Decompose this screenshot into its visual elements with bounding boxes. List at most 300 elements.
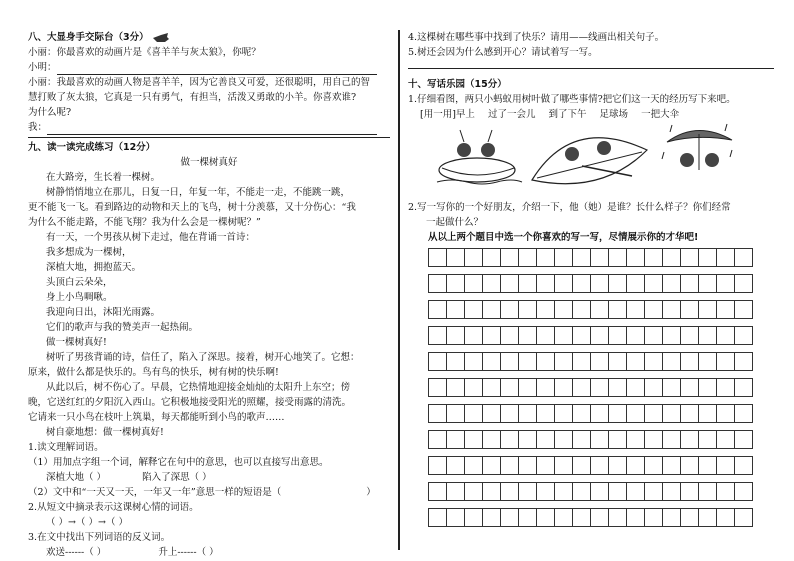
grid-cell[interactable] [465, 353, 483, 371]
grid-cell[interactable] [735, 301, 753, 319]
dialog-line-2a: 小丽：我最喜欢的动画人物是喜羊羊，因为它善良又可爱，还很聪明，用自己的智 [28, 77, 371, 88]
poem-line: 我多想成为一棵树， [46, 247, 132, 258]
grid-cell[interactable] [537, 327, 555, 345]
grid-gap-cell [699, 397, 717, 405]
grid-cell[interactable] [735, 327, 753, 345]
grid-gap-cell [609, 475, 627, 483]
grid-cell[interactable] [735, 457, 753, 475]
grid-gap-cell [519, 449, 537, 457]
grid-gap-cell [627, 397, 645, 405]
grid-gap-cell [483, 267, 501, 275]
dialog-answer-1: 小明： [28, 60, 390, 75]
grid-gap [429, 475, 753, 483]
grid-gap-cell [663, 423, 681, 431]
grid-cell[interactable] [699, 405, 717, 423]
grid-cell[interactable] [501, 301, 519, 319]
grid-gap-cell [537, 345, 555, 353]
grid-cell[interactable] [663, 405, 681, 423]
grid-cell[interactable] [555, 509, 573, 527]
grid-cell[interactable] [591, 457, 609, 475]
grid-cell[interactable] [447, 457, 465, 475]
writing-grid[interactable] [428, 248, 753, 527]
grid-gap-cell [645, 501, 663, 509]
grid-cell[interactable] [501, 405, 519, 423]
grid-cell[interactable] [627, 275, 645, 293]
grid-cell[interactable] [699, 327, 717, 345]
grid-cell[interactable] [447, 301, 465, 319]
grid-cell[interactable] [519, 431, 537, 449]
grid-cell[interactable] [681, 457, 699, 475]
grid-cell[interactable] [681, 327, 699, 345]
writing-instruction: 从以上两个题目中选一个你喜欢的写一写，尽情展示你的才华吧! [428, 232, 699, 243]
poem-line: 头顶白云朵朵， [46, 277, 113, 288]
story-title: 做一棵树真好 [180, 157, 238, 168]
q1b-item-2[interactable]: 陷入了深思（ ） [142, 472, 212, 483]
grid-gap-cell [681, 345, 699, 353]
grid-cell[interactable] [537, 509, 555, 527]
grid-cell[interactable] [591, 483, 609, 501]
grid-gap-cell [645, 267, 663, 275]
grid-cell[interactable] [519, 457, 537, 475]
grid-cell[interactable] [645, 405, 663, 423]
grid-gap-cell [555, 475, 573, 483]
grid-gap-cell [465, 397, 483, 405]
grid-gap-cell [519, 423, 537, 431]
grid-cell[interactable] [609, 457, 627, 475]
grid-cell[interactable] [465, 483, 483, 501]
grid-cell[interactable] [519, 353, 537, 371]
grid-cell[interactable] [447, 379, 465, 397]
grid-cell[interactable] [735, 431, 753, 449]
grid-cell[interactable] [519, 405, 537, 423]
grid-cell[interactable] [735, 405, 753, 423]
grid-gap-cell [699, 293, 717, 301]
grid-cell[interactable] [699, 353, 717, 371]
grid-cell[interactable] [663, 509, 681, 527]
grid-row [429, 457, 753, 475]
grid-gap-cell [501, 267, 519, 275]
grid-cell[interactable] [681, 301, 699, 319]
grid-cell[interactable] [501, 249, 519, 267]
grid-cell[interactable] [609, 353, 627, 371]
grid-cell[interactable] [627, 457, 645, 475]
grid-cell[interactable] [735, 353, 753, 371]
grid-cell[interactable] [663, 353, 681, 371]
grid-gap-cell [717, 267, 735, 275]
grid-cell[interactable] [681, 249, 699, 267]
grid-cell[interactable] [429, 379, 447, 397]
grid-gap-cell [537, 397, 555, 405]
grid-gap-cell [447, 397, 465, 405]
grid-cell[interactable] [609, 249, 627, 267]
grid-gap-cell [699, 371, 717, 379]
grid-gap-cell [537, 371, 555, 379]
grid-cell[interactable] [717, 301, 735, 319]
grid-cell[interactable] [627, 327, 645, 345]
grid-cell[interactable] [537, 301, 555, 319]
grid-cell[interactable] [645, 457, 663, 475]
grid-cell[interactable] [573, 431, 591, 449]
grid-cell[interactable] [627, 405, 645, 423]
grid-cell[interactable] [663, 275, 681, 293]
grid-cell[interactable] [681, 353, 699, 371]
grid-cell[interactable] [699, 275, 717, 293]
grid-cell[interactable] [537, 431, 555, 449]
grid-cell[interactable] [465, 509, 483, 527]
answer-rule[interactable] [408, 68, 774, 69]
grid-cell[interactable] [591, 379, 609, 397]
grid-cell[interactable] [645, 249, 663, 267]
grid-cell[interactable] [717, 509, 735, 527]
grid-cell[interactable] [627, 353, 645, 371]
grid-cell[interactable] [501, 353, 519, 371]
grid-cell[interactable] [717, 483, 735, 501]
poem-line: 身上小鸟啁啾。 [46, 292, 113, 303]
grid-cell[interactable] [699, 509, 717, 527]
grid-cell[interactable] [663, 379, 681, 397]
question-1a: （1）用加点字组一个词，解释它在句中的意思，也可以直接写出意思。 [28, 457, 329, 468]
grid-gap-cell [501, 371, 519, 379]
grid-cell[interactable] [519, 275, 537, 293]
grid-cell[interactable] [573, 353, 591, 371]
grid-cell[interactable] [537, 249, 555, 267]
grid-cell[interactable] [429, 327, 447, 345]
grid-cell[interactable] [627, 509, 645, 527]
grid-cell[interactable] [735, 483, 753, 501]
grid-cell[interactable] [645, 431, 663, 449]
grid-cell[interactable] [681, 431, 699, 449]
grid-cell[interactable] [609, 509, 627, 527]
grid-cell[interactable] [717, 249, 735, 267]
grid-cell[interactable] [465, 405, 483, 423]
grid-cell[interactable] [447, 405, 465, 423]
grid-cell[interactable] [555, 301, 573, 319]
grid-gap-cell [591, 475, 609, 483]
grid-cell[interactable] [465, 457, 483, 475]
grid-gap-cell [627, 449, 645, 457]
grid-gap-cell [663, 319, 681, 327]
grid-cell[interactable] [699, 249, 717, 267]
grid-gap-cell [573, 501, 591, 509]
grid-cell[interactable] [519, 249, 537, 267]
grid-gap-cell [501, 397, 519, 405]
grid-cell[interactable] [447, 327, 465, 345]
writing-question-2-block [408, 200, 774, 245]
grid-cell[interactable] [447, 249, 465, 267]
grid-cell[interactable] [537, 405, 555, 423]
grid-cell[interactable] [609, 327, 627, 345]
grid-cell[interactable] [447, 509, 465, 527]
grid-cell[interactable] [483, 457, 501, 475]
grid-cell[interactable] [501, 431, 519, 449]
grid-cell[interactable] [555, 249, 573, 267]
grid-cell[interactable] [681, 509, 699, 527]
grid-gap-cell [681, 293, 699, 301]
grid-cell[interactable] [519, 379, 537, 397]
grid-gap-cell [717, 293, 735, 301]
grid-gap-cell [663, 293, 681, 301]
grid-cell[interactable] [591, 431, 609, 449]
grid-cell[interactable] [591, 327, 609, 345]
word-bank [420, 106, 689, 120]
grid-cell[interactable] [681, 379, 699, 397]
grid-cell[interactable] [537, 275, 555, 293]
grid-gap-cell [645, 345, 663, 353]
grid-cell[interactable] [717, 379, 735, 397]
grid-cell[interactable] [573, 249, 591, 267]
grid-cell[interactable] [591, 275, 609, 293]
grid-cell[interactable] [501, 457, 519, 475]
grid-cell[interactable] [699, 483, 717, 501]
q3-item-1[interactable]: 欢送------（ ） [46, 547, 107, 558]
grid-cell[interactable] [573, 483, 591, 501]
grid-cell[interactable] [663, 301, 681, 319]
grid-gap-cell [717, 371, 735, 379]
grid-cell[interactable] [519, 301, 537, 319]
story-p1: 在大路旁，生长着一棵树。 [46, 172, 161, 183]
grid-cell[interactable] [609, 301, 627, 319]
grid-cell[interactable] [627, 483, 645, 501]
section-rule [28, 137, 390, 138]
grid-cell[interactable] [483, 301, 501, 319]
grid-cell[interactable] [591, 301, 609, 319]
grid-gap-cell [519, 293, 537, 301]
grid-cell[interactable] [735, 249, 753, 267]
grid-cell[interactable] [465, 327, 483, 345]
grid-cell[interactable] [699, 457, 717, 475]
grid-gap-cell [591, 449, 609, 457]
grid-cell[interactable] [645, 301, 663, 319]
grid-gap-cell [735, 345, 753, 353]
grid-gap-cell [555, 319, 573, 327]
grid-cell[interactable] [483, 483, 501, 501]
question-1: 1.读文理解词语。 [28, 442, 104, 453]
grid-cell[interactable] [501, 379, 519, 397]
grid-gap-cell [591, 371, 609, 379]
grid-cell[interactable] [483, 405, 501, 423]
grid-cell[interactable] [699, 431, 717, 449]
grid-cell[interactable] [627, 379, 645, 397]
hand-pointer-icon [152, 32, 170, 44]
grid-cell[interactable] [663, 431, 681, 449]
grid-gap-cell [573, 397, 591, 405]
grid-cell[interactable] [519, 327, 537, 345]
grid-cell[interactable] [555, 327, 573, 345]
grid-cell[interactable] [645, 275, 663, 293]
grid-cell[interactable] [447, 483, 465, 501]
grid-cell[interactable] [465, 249, 483, 267]
grid-gap-cell [447, 267, 465, 275]
grid-gap-cell [501, 293, 519, 301]
grid-gap-cell [501, 423, 519, 431]
grid-cell[interactable] [735, 509, 753, 527]
grid-cell[interactable] [537, 379, 555, 397]
grid-cell[interactable] [519, 509, 537, 527]
grid-cell[interactable] [663, 249, 681, 267]
grid-gap-cell [735, 319, 753, 327]
grid-cell[interactable] [717, 327, 735, 345]
grid-cell[interactable] [645, 509, 663, 527]
grid-cell[interactable] [429, 509, 447, 527]
ants-under-leaf-umbrella-icon [662, 124, 732, 170]
grid-cell[interactable] [663, 327, 681, 345]
grid-cell[interactable] [483, 431, 501, 449]
grid-gap-cell [591, 267, 609, 275]
grid-cell[interactable] [627, 249, 645, 267]
grid-cell[interactable] [537, 483, 555, 501]
grid-gap [429, 449, 753, 457]
grid-cell[interactable] [483, 379, 501, 397]
grid-gap-cell [699, 449, 717, 457]
grid-cell[interactable] [735, 275, 753, 293]
grid-cell[interactable] [465, 379, 483, 397]
grid-cell[interactable] [429, 431, 447, 449]
grid-cell[interactable] [501, 509, 519, 527]
grid-cell[interactable] [537, 353, 555, 371]
grid-cell[interactable] [555, 431, 573, 449]
grid-cell[interactable] [483, 249, 501, 267]
grid-cell[interactable] [645, 353, 663, 371]
grid-cell[interactable] [627, 301, 645, 319]
grid-cell[interactable] [717, 353, 735, 371]
grid-gap-cell [627, 475, 645, 483]
grid-cell[interactable] [645, 483, 663, 501]
grid-cell[interactable] [591, 509, 609, 527]
grid-cell[interactable] [555, 457, 573, 475]
grid-gap-cell [555, 371, 573, 379]
grid-gap-cell [735, 293, 753, 301]
grid-cell[interactable] [573, 275, 591, 293]
column-divider [398, 30, 400, 550]
grid-cell[interactable] [501, 483, 519, 501]
grid-cell[interactable] [483, 353, 501, 371]
grid-cell[interactable] [681, 405, 699, 423]
grid-cell[interactable] [501, 275, 519, 293]
grid-cell[interactable] [429, 301, 447, 319]
grid-cell[interactable] [627, 431, 645, 449]
grid-row [429, 431, 753, 449]
q3-item-2[interactable]: 升上------（ ） [158, 547, 219, 558]
grid-cell[interactable] [573, 301, 591, 319]
grid-cell[interactable] [573, 457, 591, 475]
grid-cell[interactable] [483, 327, 501, 345]
grid-gap [429, 501, 753, 509]
grid-cell[interactable] [609, 379, 627, 397]
grid-cell[interactable] [429, 405, 447, 423]
grid-gap-cell [501, 475, 519, 483]
writing-question-2a: 2.写一写你的一个好朋友，介绍一下，他（她）是谁？长什么样子？你们经常 [408, 202, 731, 213]
grid-cell[interactable] [537, 457, 555, 475]
grid-cell[interactable] [717, 275, 735, 293]
grid-cell[interactable] [609, 275, 627, 293]
grid-gap-cell [663, 397, 681, 405]
dialog-line-2c: 为什么呢? [28, 107, 72, 118]
grid-gap-cell [465, 345, 483, 353]
grid-cell[interactable] [555, 353, 573, 371]
grid-cell[interactable] [591, 249, 609, 267]
grid-gap-cell [447, 449, 465, 457]
grid-cell[interactable] [645, 327, 663, 345]
ants-on-leaf-boat-icon [437, 130, 522, 184]
question-1b [28, 470, 390, 485]
grid-cell[interactable] [609, 405, 627, 423]
grid-gap-cell [735, 371, 753, 379]
grid-cell[interactable] [483, 275, 501, 293]
answer-blank-2[interactable] [47, 134, 377, 135]
grid-cell[interactable] [717, 405, 735, 423]
grid-gap [429, 267, 753, 275]
grid-cell[interactable] [501, 327, 519, 345]
grid-cell[interactable] [663, 483, 681, 501]
grid-cell[interactable] [519, 483, 537, 501]
grid-cell[interactable] [447, 353, 465, 371]
grid-gap-cell [681, 397, 699, 405]
question-2a[interactable]: （ ）→（ ）→（ ） [46, 517, 128, 528]
grid-cell[interactable] [429, 353, 447, 371]
grid-cell[interactable] [555, 405, 573, 423]
grid-cell[interactable] [735, 379, 753, 397]
grid-cell[interactable] [555, 379, 573, 397]
grid-cell[interactable] [699, 379, 717, 397]
grid-cell[interactable] [663, 457, 681, 475]
grid-cell[interactable] [699, 301, 717, 319]
grid-cell[interactable] [681, 483, 699, 501]
grid-cell[interactable] [681, 275, 699, 293]
grid-cell[interactable] [447, 275, 465, 293]
grid-gap-cell [465, 423, 483, 431]
grid-cell[interactable] [591, 405, 609, 423]
grid-cell[interactable] [555, 483, 573, 501]
grid-gap-cell [483, 319, 501, 327]
grid-cell[interactable] [573, 405, 591, 423]
grid-gap-cell [735, 475, 753, 483]
grid-cell[interactable] [465, 275, 483, 293]
grid-cell[interactable] [573, 509, 591, 527]
grid-cell[interactable] [429, 483, 447, 501]
grid-cell[interactable] [429, 457, 447, 475]
grid-gap-cell [465, 371, 483, 379]
grid-cell[interactable] [573, 379, 591, 397]
grid-cell[interactable] [609, 431, 627, 449]
grid-cell[interactable] [717, 431, 735, 449]
q1b-item-1[interactable]: 深植大地（ ） [46, 472, 107, 483]
grid-cell[interactable] [429, 249, 447, 267]
story-p4a: 树听了男孩背诵的诗，信任了，陷入了深思。接着，树开心地笑了。它想： [46, 352, 360, 363]
grid-gap-cell [645, 319, 663, 327]
grid-cell[interactable] [483, 509, 501, 527]
grid-gap-cell [627, 371, 645, 379]
grid-gap-cell [699, 475, 717, 483]
grid-gap-cell [609, 449, 627, 457]
grid-cell[interactable] [429, 275, 447, 293]
grid-cell[interactable] [555, 275, 573, 293]
poem-line: 它们的歌声与我的赞美声一起热闹。 [46, 322, 199, 333]
grid-cell[interactable] [609, 483, 627, 501]
section-9-title: 九、读一读完成练习（12分） [28, 142, 156, 153]
grid-cell[interactable] [573, 327, 591, 345]
grid-gap-cell [681, 267, 699, 275]
grid-cell[interactable] [447, 431, 465, 449]
grid-gap-cell [465, 319, 483, 327]
grid-cell[interactable] [591, 353, 609, 371]
grid-cell[interactable] [717, 457, 735, 475]
grid-cell[interactable] [465, 301, 483, 319]
grid-gap-cell [483, 293, 501, 301]
grid-gap-cell [465, 475, 483, 483]
grid-cell[interactable] [645, 379, 663, 397]
grid-gap-cell [555, 397, 573, 405]
grid-cell[interactable] [465, 431, 483, 449]
